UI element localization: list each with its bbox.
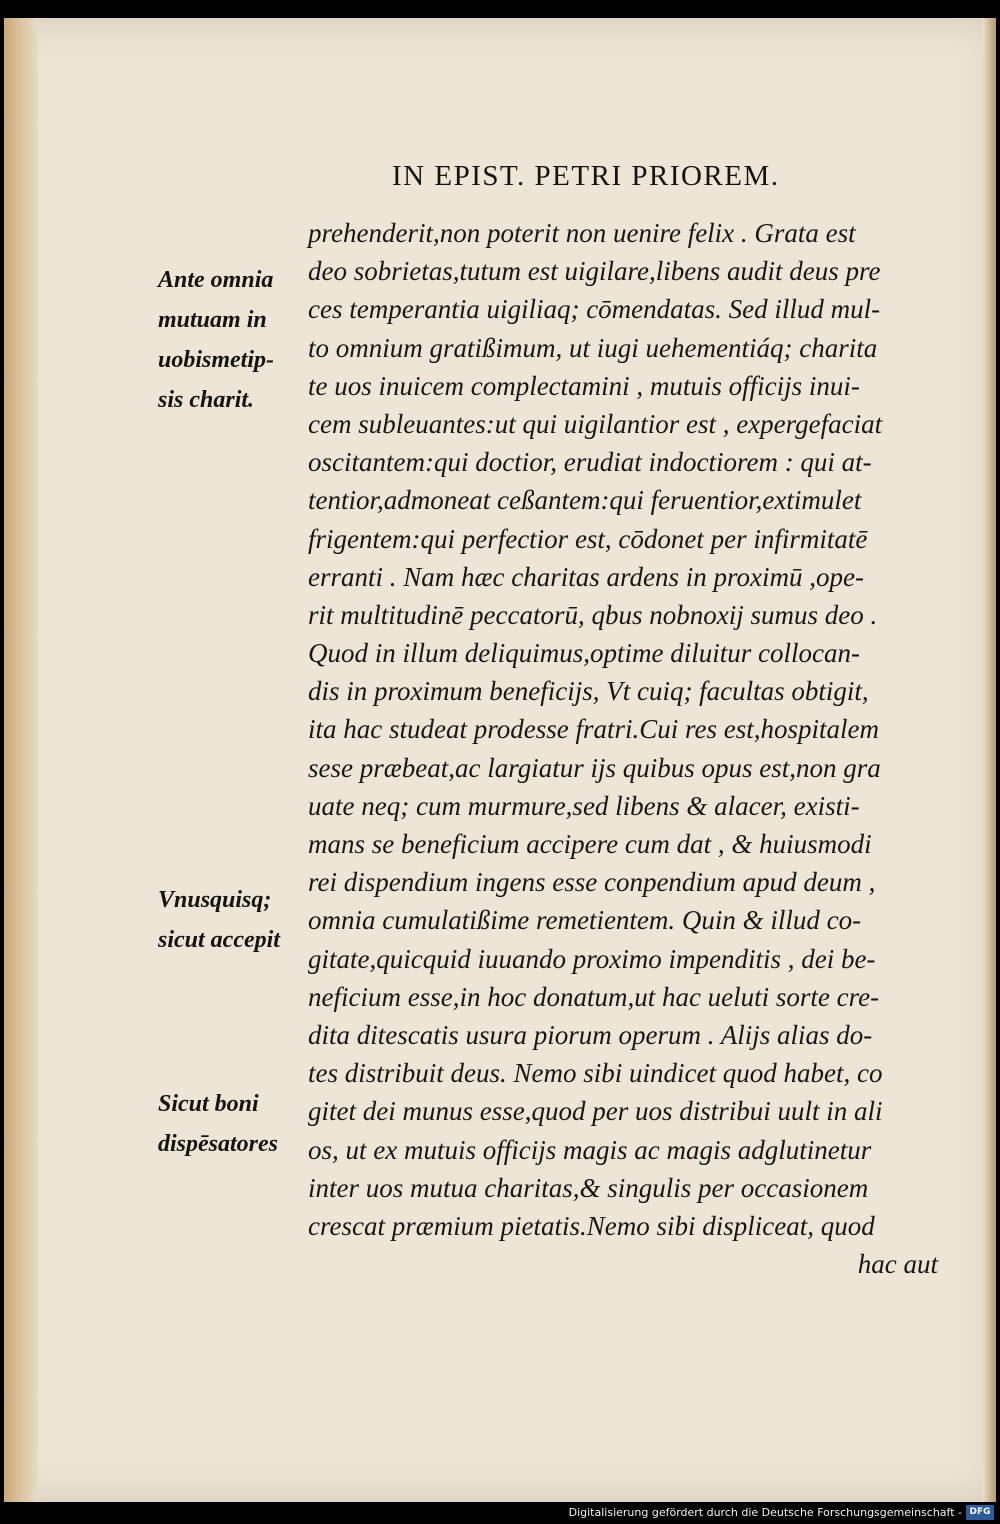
running-header: IN EPIST. PETRI PRIOREM. (392, 160, 780, 192)
text-line: cem subleuantes:ut qui uigilantior est , expergefaciat (308, 408, 883, 439)
text-line: inter uos mutua charitas,& singulis per occasionem (308, 1172, 869, 1203)
text-line: oscitantem:qui doctior, erudiat indoctiorem : qui at- (308, 447, 872, 478)
text-line: erranti . Nam hæc charitas ardens in proximū ,ope- (308, 561, 864, 592)
page-edge (982, 18, 996, 1502)
text-line: mans se beneficium accipere cum dat , & huiusmodi (308, 829, 872, 859)
marginal-line: Ante omnia (158, 267, 274, 293)
text-line: uate neq; cum murmure,sed libens & alacer, existi- (308, 790, 860, 821)
top-border (0, 0, 1000, 18)
catchword: hac aut (857, 1249, 938, 1280)
text-line: gitate,quicquid iuuando proximo impenditis , dei be- (308, 943, 876, 974)
text-line: rit multitudinē peccatorū, qbus nobnoxij sumus deo . (308, 599, 878, 630)
text-line: to omnium gratißimum, ut iugi uehementiáq; charita (308, 332, 878, 363)
footer-bar (0, 1502, 1000, 1524)
text-line: gitet dei munus esse,quod per uos distribui uult in ali (308, 1096, 883, 1127)
marginal-note-1 (158, 260, 306, 420)
funding-credit: Digitalisierung gefördert durch die Deutsche Forschungsgemeinschaft - (568, 1506, 962, 1519)
marginal-line: sicut accepit (158, 927, 280, 953)
text-line: tes distribuit deus. Nemo sibi uindicet quod habet, co (308, 1058, 883, 1089)
text-line: rei dispendium ingens esse conpendium apud deum , (308, 867, 876, 898)
text-line: prehenderit,non poterit non uenire felix . Grata est (308, 218, 856, 248)
marginal-line: mutuam in (158, 307, 267, 333)
text-line: ita hac studeat prodesse fratri.Cui res est,hospitalem (308, 714, 879, 745)
text-line: neficium esse,in hoc donatum,ut hac ueluti sorte cre- (308, 981, 880, 1012)
text-line: frigentem:qui perfectior est, cōdonet per infirmitatē (308, 523, 868, 554)
marginal-line: Vnusquisq; (158, 887, 272, 913)
text-line: os, ut ex mutuis officijs magis ac magis adglutinetur (308, 1134, 872, 1165)
main-text-block (308, 214, 938, 1283)
text-line: ces temperantia uigiliaq; cōmendatas. Sed illud mul- (308, 294, 881, 325)
marginal-note-2 (158, 880, 306, 960)
text-line: sese præbeat,ac largiatur ijs quibus opus est,non gra (308, 752, 881, 783)
text-line: Quod in illum deliquimus,optime diluitur collocan- (308, 638, 860, 669)
marginal-line: uobismetip- (158, 347, 275, 373)
marginal-note-3 (158, 1084, 306, 1164)
text-line: crescat præmium pietatis.Nemo sibi displiceat, quod (308, 1210, 875, 1241)
text-line: deo sobrietas,tutum est uigilare,libens audit deus pre (308, 256, 881, 287)
marginal-line: Sicut boni (158, 1091, 259, 1117)
text-line: omnia cumulatißime remetientem. Quin & illud co- (308, 905, 862, 936)
text-line: dis in proximum beneficijs, Vt cuiq; facultas obtigit, (308, 676, 869, 707)
marginal-line: dispēsatores (158, 1131, 278, 1157)
marginal-line: sis charit. (158, 387, 255, 413)
text-line: dita ditescatis usura piorum operum . Alijs alias do- (308, 1019, 873, 1050)
text-line: te uos inuicem complectamini , mutuis officijs inui- (308, 370, 860, 401)
text-line: tentior,admoneat ceßantem:qui feruentior,extimulet (308, 485, 862, 516)
dfg-logo-icon: DFG (966, 1505, 994, 1520)
page-gutter (4, 18, 38, 1502)
